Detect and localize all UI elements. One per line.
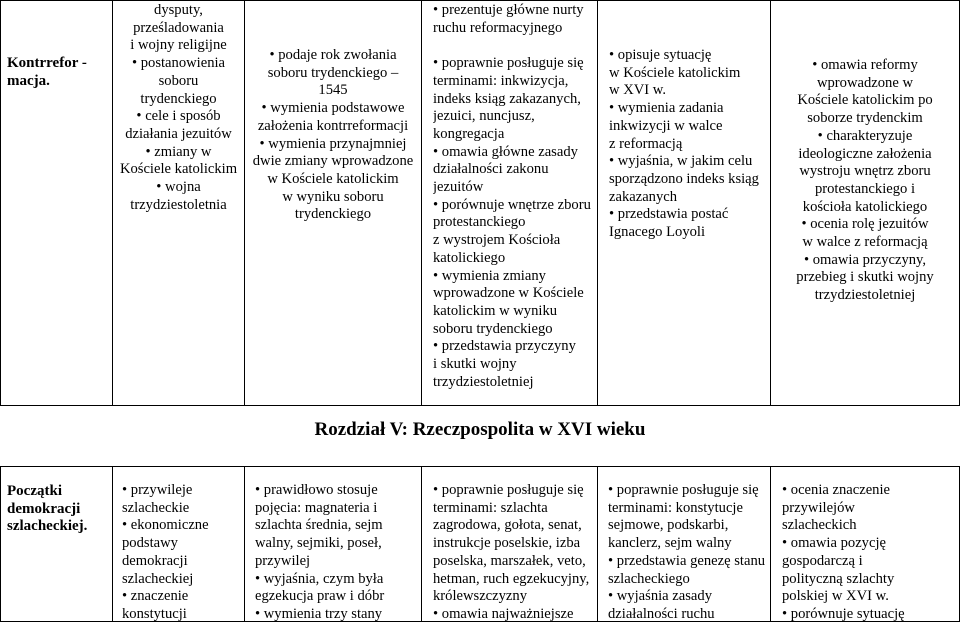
requirement-list bbox=[608, 482, 770, 621]
requirement-line: trzydziestoletniej bbox=[814, 287, 916, 304]
requirement-line: 1545 bbox=[318, 82, 348, 99]
requirement-line: soboru trydenckiego – bbox=[267, 64, 399, 81]
requirement-line: polskiej w XVI w. bbox=[782, 588, 889, 605]
requirement-line: z wystrojem Kościoła bbox=[433, 232, 561, 249]
requirement-line: • omawia reformy bbox=[771, 57, 959, 75]
requirement-line: szlacheckie bbox=[122, 499, 190, 516]
requirement-line: dysputy, bbox=[154, 2, 203, 18]
requirement-line: • poprawnie posługuje się bbox=[433, 55, 597, 73]
requirement-line: zagrodowa, gołota, senat, bbox=[433, 517, 582, 534]
table-border-bottom bbox=[0, 405, 960, 406]
requirement-line: pojęcia: magnateria i bbox=[255, 499, 378, 516]
requirement-list bbox=[433, 482, 597, 621]
requirement-line: ruchu reformacyjnego bbox=[433, 19, 563, 36]
requirement-line: • porównuje wnętrze zboru bbox=[433, 197, 597, 215]
requirement-line: • przywileje bbox=[122, 482, 244, 500]
requirement-line: sejmowe, podskarbi, bbox=[608, 517, 729, 534]
requirement-list bbox=[609, 47, 770, 242]
requirement-line: • wymienia zmiany bbox=[433, 268, 597, 286]
requirement-line: gospodarczą i bbox=[782, 552, 863, 569]
requirement-line: podstawy bbox=[122, 535, 178, 552]
requirement-line bbox=[433, 37, 597, 55]
requirement-line: w wyniku soboru bbox=[282, 188, 384, 205]
requirement-line: trzydziestoletniej bbox=[433, 373, 534, 390]
requirement-line: prześladowania bbox=[133, 19, 224, 36]
requirement-line: • charakteryzuje bbox=[771, 128, 959, 146]
requirement-line: • wyjaśnia, w jakim celu bbox=[609, 153, 770, 171]
requirement-line: • przedstawia genezę stanu bbox=[608, 553, 770, 571]
requirement-list bbox=[782, 482, 959, 621]
requirement-line: protestanckiego i bbox=[814, 180, 916, 197]
requirement-line: • przedstawia postać bbox=[609, 206, 770, 224]
requirement-line: • wymienia trzy stany bbox=[255, 606, 421, 621]
requirement-line: • poprawnie posługuje się bbox=[433, 482, 597, 500]
requirement-line: • ocenia znaczenie bbox=[782, 482, 959, 500]
requirement-line: katolickim w wyniku bbox=[433, 302, 558, 319]
requirement-line: • poprawnie posługuje się bbox=[608, 482, 770, 500]
requirement-line: inkwizycji w walce bbox=[609, 117, 723, 134]
requirement-line: dwie zmiany wprowadzone bbox=[252, 153, 414, 170]
requirement-line: jezuici, nuncjusz, bbox=[433, 108, 535, 125]
requirement-line: trydenckiego bbox=[140, 90, 217, 107]
requirement-line: indeks ksiąg zakazanych, bbox=[433, 90, 581, 107]
requirement-list bbox=[245, 47, 421, 224]
requirement-line: kościoła katolickiego bbox=[802, 198, 928, 215]
requirement-line: • przedstawia przyczyny bbox=[433, 338, 597, 356]
requirement-line: i wojny religijne bbox=[130, 37, 227, 54]
requirement-line: królewszczyzny bbox=[433, 588, 528, 605]
requirement-line: i skutki wojny bbox=[433, 356, 517, 373]
topic-cell: Kontrrefor - macja. bbox=[7, 55, 87, 89]
column-divider bbox=[597, 466, 598, 622]
requirement-line: Kościele katolickim po bbox=[797, 92, 933, 109]
requirement-line: • omawia główne zasady bbox=[433, 144, 597, 162]
requirement-line: • omawia pozycję bbox=[782, 535, 959, 553]
requirement-line: terminami: szlachta bbox=[433, 499, 548, 516]
column-divider bbox=[597, 0, 598, 406]
requirement-line: • wymienia zadania bbox=[609, 100, 770, 118]
requirement-line: wystroju wnętrz zboru bbox=[799, 163, 931, 180]
requirement-line: sporządzono indeks ksiąg bbox=[609, 170, 759, 187]
column-divider bbox=[421, 0, 422, 406]
requirement-line: szlachta średnia, sejm bbox=[255, 517, 383, 534]
requirement-line: • omawia najważniejsze bbox=[433, 606, 597, 621]
requirement-line: konstytucji bbox=[122, 605, 187, 621]
requirement-line: w Kościele katolickim bbox=[267, 170, 399, 187]
requirement-line: przywilejów bbox=[782, 499, 855, 516]
requirement-line: poselska, marszałek, veto, bbox=[433, 552, 586, 569]
requirement-line: terminami: konstytucje bbox=[608, 499, 743, 516]
requirement-line: • zmiany w bbox=[113, 144, 244, 162]
requirement-line: w Kościele katolickim bbox=[609, 64, 741, 81]
requirement-line: ideologiczne założenia bbox=[798, 145, 932, 162]
column-divider bbox=[770, 466, 771, 622]
requirement-line: wprowadzone w Kościele bbox=[433, 285, 584, 302]
requirement-line: soboru trydenckiego bbox=[433, 320, 553, 337]
requirement-line: • wyjaśnia zasady bbox=[608, 588, 770, 606]
requirements-excellent bbox=[771, 57, 959, 404]
column-divider bbox=[421, 466, 422, 622]
column-divider bbox=[112, 466, 113, 622]
requirement-line: Ignacego Loyoli bbox=[609, 224, 706, 241]
requirement-line: • prawidłowo stosuje bbox=[255, 482, 421, 500]
requirement-line: walny, sejmiki, poseł, bbox=[255, 535, 382, 552]
requirement-line: • prezentuje główne nurty bbox=[433, 2, 597, 20]
requirement-line: działania jezuitów bbox=[125, 125, 232, 142]
requirement-line: w walce z reformacją bbox=[802, 234, 928, 251]
requirement-line: jezuitów bbox=[433, 179, 484, 196]
chapter-heading: Rozdział V: Rzeczpospolita w XVI wieku bbox=[314, 419, 646, 440]
requirement-list bbox=[255, 482, 421, 621]
requirements-very-good bbox=[609, 47, 770, 404]
requirement-list bbox=[771, 57, 959, 305]
requirement-line: • wymienia podstawowe bbox=[245, 100, 421, 118]
requirements-acceptable bbox=[245, 47, 421, 404]
requirement-line: • omawia przyczyny, bbox=[771, 252, 959, 270]
requirement-line: • znaczenie bbox=[122, 588, 244, 606]
requirement-line: szlacheckich bbox=[782, 517, 857, 534]
requirement-line: protestanckiego bbox=[433, 214, 526, 231]
requirement-line: trzydziestoletnia bbox=[130, 196, 227, 213]
requirement-line: demokracji bbox=[122, 552, 188, 569]
topic-cell: Początki demokracji szlacheckiej. bbox=[7, 483, 88, 535]
requirement-line: • wymienia przynajmniej bbox=[245, 136, 421, 154]
requirement-line: zakazanych bbox=[609, 188, 678, 205]
requirement-line: działalności ruchu bbox=[608, 605, 715, 621]
requirements-good bbox=[433, 2, 597, 404]
requirement-line: soboru bbox=[158, 72, 199, 89]
column-divider bbox=[0, 466, 1, 622]
requirement-line: założenia kontrreformacji bbox=[257, 117, 409, 134]
requirement-line: • wyjaśnia, czym była bbox=[255, 571, 421, 589]
requirement-line: • cele i sposób bbox=[113, 108, 244, 126]
requirement-line: • wojna bbox=[113, 179, 244, 197]
column-divider bbox=[0, 0, 1, 406]
requirement-list bbox=[122, 482, 244, 621]
requirement-line: kanclerz, sejm walny bbox=[608, 535, 732, 552]
requirement-line: polityczną szlachty bbox=[782, 570, 895, 587]
requirement-list bbox=[433, 2, 597, 391]
table-border-top bbox=[0, 466, 960, 467]
requirement-line: terminami: inkwizycja, bbox=[433, 72, 569, 89]
requirement-line: katolickiego bbox=[433, 249, 506, 266]
requirement-line: • ocenia rolę jezuitów bbox=[771, 216, 959, 234]
requirements-very-good bbox=[608, 482, 770, 621]
requirement-line: • opisuje sytuację bbox=[609, 47, 770, 65]
requirement-line: w XVI w. bbox=[609, 82, 667, 99]
requirement-line: przebieg i skutki wojny bbox=[796, 269, 934, 286]
requirements-acceptable bbox=[255, 482, 421, 621]
requirement-line: soborze trydenckim bbox=[807, 110, 923, 127]
requirement-line: trydenckiego bbox=[294, 206, 372, 223]
requirement-line: działalności zakonu bbox=[433, 161, 549, 178]
requirement-line: wprowadzone w bbox=[816, 74, 914, 91]
requirement-line: hetman, ruch egzekucyjny, bbox=[433, 570, 590, 587]
requirement-line: Kościele katolickim bbox=[119, 161, 238, 178]
requirements-good bbox=[433, 482, 597, 621]
requirement-line: egzekucja praw i dóbr bbox=[255, 588, 385, 605]
requirement-line: przywilej bbox=[255, 552, 311, 569]
requirement-line: • porównuje sytuację bbox=[782, 606, 959, 621]
requirements-basic bbox=[113, 2, 244, 404]
column-divider bbox=[244, 466, 245, 622]
requirement-list bbox=[113, 2, 244, 214]
requirement-line: • postanowienia bbox=[113, 55, 244, 73]
requirements-excellent bbox=[782, 482, 959, 621]
requirements-basic bbox=[122, 482, 244, 621]
table-border-top bbox=[0, 0, 960, 1]
requirement-line: szlacheckiej bbox=[122, 570, 194, 587]
requirement-line: kongregacja bbox=[433, 125, 505, 142]
requirement-line: • podaje rok zwołania bbox=[245, 47, 421, 65]
requirement-line: • ekonomiczne bbox=[122, 517, 244, 535]
requirement-line: z reformacją bbox=[609, 135, 683, 152]
requirement-line: szlacheckiego bbox=[608, 570, 690, 587]
requirement-line: instrukcje poselskie, izba bbox=[433, 535, 581, 552]
